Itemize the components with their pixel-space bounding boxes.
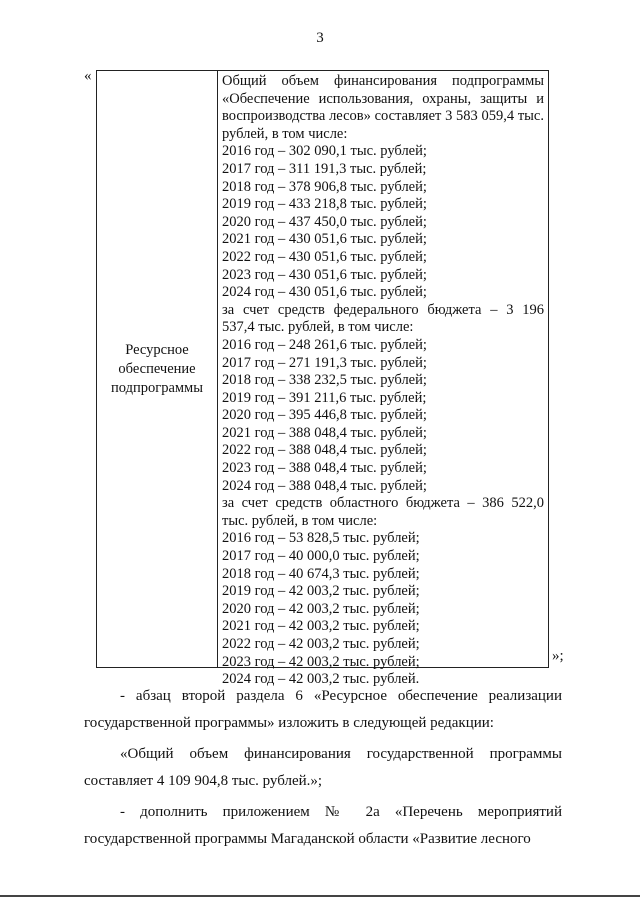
table-label: Ресурсное обеспечение подпрограммы xyxy=(111,341,203,396)
total-year-2021: 2021 год – 430 051,6 тыс. рублей; xyxy=(222,231,427,248)
total-year-2019: 2019 год – 433 218,8 тыс. рублей; xyxy=(222,196,427,213)
federal-year-2020: 2020 год – 395 446,8 тыс. рублей; xyxy=(222,407,427,424)
opening-quote-mark: « xyxy=(84,68,92,84)
federal-year-2016: 2016 год – 248 261,6 тыс. рублей; xyxy=(222,336,427,353)
regional-year-2016: 2016 год – 53 828,5 тыс. рублей; xyxy=(222,530,420,547)
regional-year-2017: 2017 год – 40 000,0 тыс. рублей; xyxy=(222,548,420,565)
regional-years-list xyxy=(222,530,544,688)
table-content-cell xyxy=(218,71,548,688)
federal-year-2019: 2019 год – 391 211,6 тыс. рублей; xyxy=(222,389,427,406)
table-label-cell xyxy=(97,71,218,667)
body-text xyxy=(84,683,562,853)
federal-year-2022: 2022 год – 388 048,4 тыс. рублей; xyxy=(222,442,427,459)
regional-budget-intro: за счет средств областного бюджета – 386 522,0 тыс. рублей, в том числе: xyxy=(222,495,544,529)
total-year-2017: 2017 год – 311 191,3 тыс. рублей; xyxy=(222,160,427,177)
federal-year-2017: 2017 год – 271 191,3 тыс. рублей; xyxy=(222,354,427,371)
federal-years-list xyxy=(222,337,544,495)
funding-intro: Общий объем финансирования подпрограммы «Обеспечение использования, охраны, защиты и воспроизводства лесов» составляет 3 583 059,4 тыс. рублей, в том числе: xyxy=(222,73,544,142)
regional-year-2020: 2020 год – 42 003,2 тыс. рублей; xyxy=(222,600,420,617)
regional-year-2024: 2024 год – 42 003,2 тыс. рублей. xyxy=(222,671,420,688)
federal-year-2024: 2024 год – 388 048,4 тыс. рублей; xyxy=(222,477,427,494)
regional-year-2021: 2021 год – 42 003,2 тыс. рублей; xyxy=(222,618,420,635)
regional-year-2018: 2018 год – 40 674,3 тыс. рублей; xyxy=(222,565,420,582)
total-year-2023: 2023 год – 430 051,6 тыс. рублей; xyxy=(222,266,427,283)
paragraph-section-6-amendment: - абзац второй раздела 6 «Ресурсное обеспечение реализации государственной программы» изложить в следующей редакции: xyxy=(84,688,562,731)
paragraph-total-funding: «Общий объем финансирования государственной программы составляет 4 109 904,8 тыс. рублей.»; xyxy=(84,746,562,789)
closing-quote-mark: »; xyxy=(552,648,564,664)
regional-year-2022: 2022 год – 42 003,2 тыс. рублей; xyxy=(222,636,420,652)
total-year-2024: 2024 год – 430 051,6 тыс. рублей; xyxy=(222,284,427,301)
total-year-2018: 2018 год – 378 906,8 тыс. рублей; xyxy=(222,178,427,195)
total-year-2022: 2022 год – 430 051,6 тыс. рублей; xyxy=(222,248,427,265)
footer-rule xyxy=(0,895,640,897)
resource-table xyxy=(96,70,549,688)
federal-year-2023: 2023 год – 388 048,4 тыс. рублей; xyxy=(222,460,427,477)
total-years-list xyxy=(222,143,544,301)
total-year-2016: 2016 год – 302 090,1 тыс. рублей; xyxy=(222,143,427,160)
regional-year-2023: 2023 год – 42 003,2 тыс. рублей; xyxy=(222,653,420,670)
federal-year-2021: 2021 год – 388 048,4 тыс. рублей; xyxy=(222,424,427,441)
regional-year-2019: 2019 год – 42 003,2 тыс. рублей; xyxy=(222,583,420,600)
federal-year-2018: 2018 год – 338 232,5 тыс. рублей; xyxy=(222,372,427,389)
paragraph-appendix-2a: - дополнить приложением № 2а «Перечень мероприятий государственной программы Магаданской области «Развитие лесного xyxy=(84,804,562,847)
federal-budget-intro: за счет средств федерального бюджета – 3 196 537,4 тыс. рублей, в том числе: xyxy=(222,301,544,336)
total-year-2020: 2020 год – 437 450,0 тыс. рублей; xyxy=(222,213,427,230)
page-number: 3 xyxy=(316,30,324,46)
